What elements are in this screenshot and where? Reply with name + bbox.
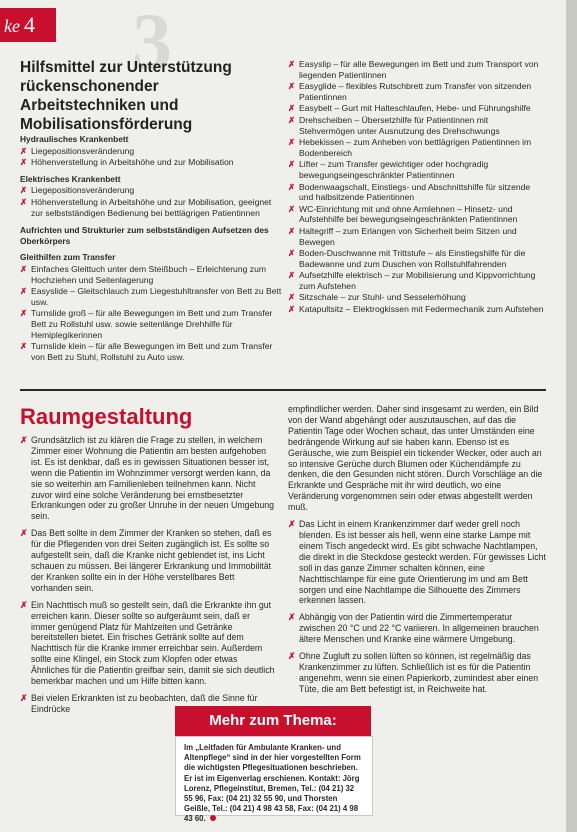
list-raumgestaltung-right [288,519,546,695]
info-box-title: Mehr zum Thema: [175,706,371,736]
list-item: ✗ Bei vielen Erkrankten ist zu beobachten, daß die Sinne für Eindrücke [20,693,275,715]
list-item: ✗ Easybelt – Gurt mit Halteschlaufen, Hebe- und Führungshilfe [288,103,546,114]
chapter-tab-number: 4 [23,12,35,37]
list-item: ✗ Das Licht in einem Krankenzimmer darf weder grell noch blenden. Es ist besser als hell, wenn eine starke Lampe mit einem Tisch angedeckt wird. Es gibt schwache Nachtlampen, die direkt in die Steckdose gesteckt werden. Für gewisses Licht soll in das ganze Zimmer schalten können, eine Nachttischlampe für eine gute Orientierung im und am Bett sorgen und eine Nachtlampe die Silhouette des Zimmers erkennen lassen. [288,519,546,606]
list-hilfsmittel [288,59,546,315]
list-item: ✗ Höhenverstellung in Arbeitshöhe und zur Mobilisation, geeignet zur selbstständigen Bedienung bei bettlägrigen Patientinnen [20,197,282,218]
heading-electric-bed: Elektrisches Krankenbett [20,173,121,184]
list-item: ✗ Turnslide groß – für alle Bewegungen im Bett und zum Transfer Bett zu Rollstuhl usw. sowie seitenlänge Drehhilfe für Hemiplegikerinnen [20,308,282,340]
list-item: ✗ Easyslide – Gleitschlauch zum Liegestuhltransfer von Bett zu Bett usw. [20,286,282,307]
list-item: ✗ Hebekissen – zum Anheben von bettlägrigen Patientinnen im Bodenbereich [288,137,546,158]
list-item: ✗ Ein Nachttisch muß so gestellt sein, daß die Erkrankte ihn gut erreichen kann. Dieser sollte so aufgeräumt sein, daß er immer genügend Platz für Mahlzeiten und Getränke bereitstellen bietet. Ein frisches Getränk sollte auf dem Nachttisch für die Kranke immer erreichbar sein. Außerdem sollte eine Klingel, ein Stock zum Klopfen oder etwas Ähnliches für die Patientin greifbar sein, damit sie sich deutlich bemerkbar machen und um Hilfe bitten kann. [20,600,275,687]
list-item: ✗ Ohne Zugluft zu sollen lüften so können, ist regelmäßig das Krankenzimmer zu lüften. Schließlich ist es für die Patientin angenehm, wenn sie einen Papierkorb, zumindest aber einen Tüte, die am Bett befestigt ist, in Reichweite hat. [288,651,546,695]
heading-gleithilfen: Gleithilfen zum Transfer [20,252,116,263]
list-item: ✗ Drehscheiben – Übersetzhilfe für Patientinnen mit Stehvermögen unter Ausnutzung des Drehschwungs [288,115,546,136]
list-item: ✗ Einfaches Gleittuch unter dem Steißbuch – Erleichterung zum Hochziehen und Seitenlagerung [20,264,282,285]
page-gutter [566,0,577,832]
list-item: ✗ Grundsätzlich ist zu klären die Frage zu stellen, in welchem Zimmer einer Wohnung die Patientin am besten aufgehoben ist. Es ist denkbar, daß es in gewissen Situationen besser ist, wenn die Patientin im Wohnzimmer versorgt werden kann, da sie so weiterhin am Familienleben teilnehmen kann. Nicht zuvor wird eine solche Veränderung bei ernstbesetzter Erkrankungen oder zu großer Unruhe in der neuen Umgebung sein. [20,435,275,522]
list-item: ✗ Bodenwaagschalt, Einstiegs- und Abschnittshilfe für sitzende und halbsitzende Patientinnen [288,182,546,203]
list-raumgestaltung-left [20,435,275,715]
heading-hydraulic-bed: Hydraulisches Krankenbett [20,134,129,144]
info-box-body: Im „Leitfaden für Ambulante Kranken- und Altenpflege“ sind in der hier vorgestellten Form die wichtigsten Pflegesituationen beschrieben. Er ist im Eigenverlag erschienen. Kontakt: Jörg Lorenz, Pflegeinstitut, Bremen, Tel.: (04 21) 32 55 96, Fax: (04 21) 32 55 90, und Thorsten Geißle, Tel.: (04 21) 4 98 43 58, Fax: (04 21) 4 98 43 60. [184,743,361,824]
section-title: Raumgestaltung [20,404,193,429]
list-hydraulic-bed [20,146,282,168]
list-item: ✗ Katapultsitz – Elektrogkissen mit Federmechanik zum Aufstehen [288,304,546,315]
left-top-column [20,128,282,362]
list-item: ✗ Haltegriff – zum Erlangen von Sicherheit beim Sitzen und Bewegen [288,226,546,247]
right-top-column [288,58,546,315]
list-item: ✗ Boden-Duschwanne mit Trittstufe – als Einstiegshilfe für die Badewanne und zum Duschen von Rollstuhlfahrenden [288,248,546,269]
subheading-aufrichten: Aufrichten und Strukturier zum selbstständigen Aufsetzen des Oberkörpers [20,225,269,246]
bottom-left-column [20,434,275,721]
list-item: ✗ Easyslip – für alle Bewegungen im Bett und zum Transport von liegenden Patientinnen [288,59,546,80]
section-divider [20,389,546,391]
end-marker-icon [210,815,216,821]
list-item: ✗ Easyglide – flexibles Rutschbrett zum Transfer von sitzenden Patientinnen [288,81,546,102]
bottom-right-column [288,404,546,701]
list-gleithilfen [20,264,282,362]
list-item: ✗ WC-Einrichtung mit und ohne Armlehnen – Hinsetz- und Aufstehhilfe bei bewegungseingeschränkten Patientinnen [288,204,546,225]
list-item: ✗ Das Bett sollte in dem Zimmer der Kranken so stehen, daß es für die Pflegenden von drei Seiten zugänglich ist. Es sollte so aufgestellt sein, daß die Kranke nicht geblendet ist, ins Licht schauen zu müssen. Bei längerer Erkrankung und Immobilität der Kranken sollte ein in der Höhe verstellbares Bett vorhanden sein. [20,528,275,593]
list-item: ✗ Turnslide klein – für alle Bewegungen im Bett und zum Transfer von Bett zu Stuhl, Rollstuhl zu Auto usw. [20,341,282,362]
list-item: ✗ Höhenverstellung in Arbeitshöhe und zur Mobilisation [20,157,282,168]
chapter-tab [0,8,56,42]
list-item: ✗ Aufsetzhilfe elektrisch – zur Mobilisierung und Kippvorrichtung zum Aufstehen [288,270,546,291]
list-item: ✗ Lifter – zum Transfer gewichtiger oder hochgradig bewegungseingeschränkter Patientinnen [288,159,546,180]
list-item: ✗ Sitzschale – zur Stuhl- und Sesselerhöhung [288,292,546,303]
list-item: ✗ Liegepositionsveränderung [20,185,282,196]
list-item: ✗ Liegepositionsveränderung [20,146,282,157]
info-box [175,736,373,824]
ghost-number: 3 [132,0,172,86]
chapter-tab-label: ke [4,16,20,36]
top-title: Hilfsmittel zur Unterstützung rückenschonender Arbeitstechniken und Mobilisationsförderung [20,59,232,133]
list-item: ✗ Abhängig von der Patientin wird die Zimmertemperatur zwischen 20 °C und 22 °C variieren. In allgemeinen brauchen ältere Menschen und Kranke eine wärmere Umgebung. [288,612,546,645]
continued-paragraph: empfindlicher werden. Daher sind insgesamt zu werden, ein Bild von der Wand abgehängt oder auszutauschen, auf das die Patientin Tage oder Wochen schaut, das unter Umständen eine bedrängende Wirkung auf sie haben kann. Ebenso ist es Geräusche, wie zum Beispiel ein tickender Wecker, oder auch an so intensive Gerüche durch Blumen oder Küchendämpfe zu denken, die den Gesunden nicht stören. Durch Vorschläge an die Erkrankte und Gespräche mit ihr wird deutlich, wo eine Veränderung vorgenommen sein oder etwas abgestellt werden muß. [288,404,543,513]
list-electric-bed [20,185,282,218]
